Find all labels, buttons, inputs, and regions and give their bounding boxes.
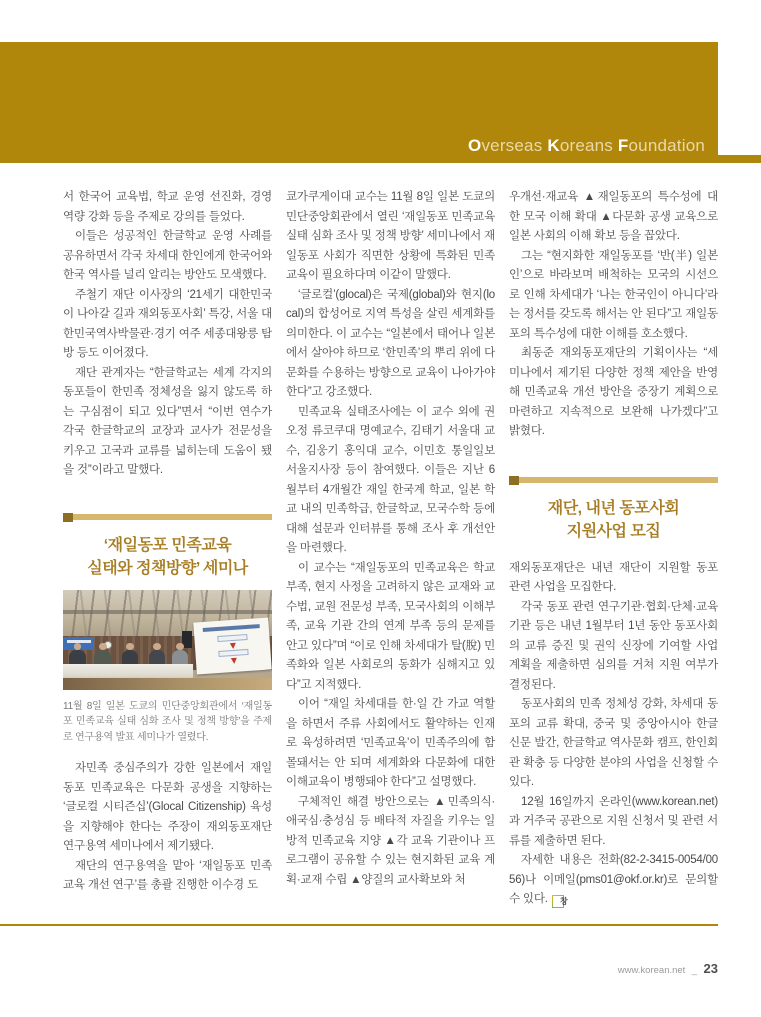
photo-panelist <box>172 650 189 665</box>
paragraph: 각국 동포 관련 연구기관·협회·단체·교육기관 등은 내년 1월부터 1년 동안 동포사회의 교류 증진 및 권익 신장에 기여할 사업 계획을 제출하면 심의를 거쳐 지원 여부가 결정된다. <box>509 600 718 691</box>
photo-projection-screen <box>193 617 272 674</box>
paragraph: 동포사회의 민족 정체성 강화, 차세대 동포의 교류 확대, 중국 및 중앙아시아 한글 신문 발간, 한글학교 역사문화 캠프, 한인회관 확충 등 다양한 분야의 사업을 신청할 수 있다. <box>509 698 718 788</box>
paragraph-with-endmark <box>509 851 718 910</box>
section-title-line2: 지원사업 모집 <box>566 522 661 540</box>
slide-box <box>216 633 246 641</box>
paragraph: 주철기 재단 이사장의 ‘21세기 대한민국이 나아갈 길과 재외동포사회’ 특강, 서울 대한민국역사박물관·경기 여주 세종대왕릉 탐방 등도 이어졌다. <box>63 288 272 359</box>
photo-ceiling-beam <box>63 610 272 614</box>
photo-panelist <box>149 650 166 665</box>
section-title <box>63 534 272 580</box>
slide-arrow <box>231 658 237 664</box>
brand-initial-o: O <box>468 136 482 155</box>
article-columns <box>63 188 718 910</box>
footer-page-number: 23 <box>703 961 718 976</box>
footer-separator: _ <box>691 965 698 976</box>
section-rule-line <box>73 514 272 520</box>
brand-initial-f: F <box>617 136 629 155</box>
paragraph: 구체적인 해결 방안으로는 ▲민족의식·애국심·충성심 등 배타적 자질을 키우는 일방적 민족교육 지양 ▲각 교육 기관이나 프로그램이 공유할 수 있는 현지화된 교육 계획·교재 수립 ▲양질의 교사확보와 처 <box>286 795 495 886</box>
photo-panelist <box>122 650 139 665</box>
section-rule <box>63 513 272 522</box>
column-3 <box>509 188 718 910</box>
paragraph: 그는 “현지화한 재일동포를 ‘반(半) 일본인’으로 바라보며 배척하는 모국의 시선으로 인해 차세대가 ‘나는 한국인이 아니다’라는 정서를 갖도록 해서는 안 된다”고 재일동포의 특수성에 대한 이해를 호소했다. <box>509 249 718 340</box>
paragraph: 최동준 재외동포재단의 기획이사는 “세미나에서 제기된 다양한 정책 제안을 반영해 민족교육 개선 방안을 중장기 계획으로 마련하고 지속적으로 보완해 나가겠다”고 밝혔다. <box>509 347 718 437</box>
section-heading-seminar <box>63 513 272 580</box>
paragraph: ‘글로컬’(glocal)은 국제(global)와 현지(local)의 합성어로 지역 특성을 살린 세계화를 의미한다. 이 교수는 “일본에서 태어나 일본에서 살아야 하므로 ‘한민족’의 뿌리 위에 다문화를 수용하는 방향으로 교육이 나아가야 한다”고 강조했다. <box>286 288 495 398</box>
footer-gold-rule <box>0 924 718 926</box>
paragraph: 12월 16일까지 온라인(www.korean.net)과 거주국 공관으로 지원 신청서 및 관련 서류를 제출하면 된다. <box>509 795 718 847</box>
brand-text: oreans <box>559 136 618 155</box>
paragraph: 쿄가쿠게이대 교수는 11월 8일 일본 도쿄의 민단중앙회관에서 열린 ‘재일동포 민족교육 실태 심화 조사 및 정책 방향’ 세미나에서 재일동포 사회가 직면한 상황에 특화된 민족교육이 필요하다며 이같이 말했다. <box>286 191 495 281</box>
paragraph: 서 한국어 교육법, 학교 운영 선진화, 경영 역량 강화 등을 주제로 강의를 들었다. <box>63 191 272 223</box>
section-title-line2: 실태와 정책방향’ 세미나 <box>87 559 248 577</box>
paragraph: 재외동포재단은 내년 재단이 지원할 동포 관련 사업을 모집한다. <box>509 561 718 593</box>
paragraph: 이들은 성공적인 한글학교 운영 사례를 공유하면서 각국 차세대 한인에게 한국어와 한국 역사를 널리 알리는 방안도 모색했다. <box>63 230 272 281</box>
section-rule-square <box>63 513 73 522</box>
seminar-photo <box>63 590 272 690</box>
slide-arrow <box>230 642 236 648</box>
endmark-char: 창 <box>553 896 563 907</box>
brand-text: verseas <box>481 136 548 155</box>
section-title-line1: 재단, 내년 동포사회 <box>547 499 680 517</box>
paragraph: 이어 “재일 차세대를 한·일 간 가교 역할을 하면서 주류 사회에서도 활약하는 인재로 육성하려면 ‘민족교육’이 민족주의에 함몰돼서는 안 되며 세계화와 다문화에 대한 이해교육이 병행돼야 한다”고 설명했다. <box>286 698 495 788</box>
brand-text: oundation <box>628 136 705 155</box>
section-heading-support <box>509 476 718 543</box>
endmark-icon <box>552 895 568 908</box>
photo-panelist <box>94 650 111 665</box>
paragraph: 재단 관계자는 “한글학교는 세계 각지의 동포들이 한민족 정체성을 잃지 않도록 하는 구심점이 되고 있다”면서 “이번 연수가 각국 한글학교의 교장과 교사가 전문성을 키우고 고국과 교류를 넓히는데 도움이 됐을 것”이라고 말했다. <box>63 366 272 476</box>
paragraph: 민족교육 실태조사에는 이 교수 외에 권오정 류코쿠대 명예교수, 김태기 서울대 교수, 김웅기 홍익대 교수, 이민호 통일일보 서울지사장 등이 참여했다. 이들은 지난 6월부터 4개월간 재일 한국계 학교, 일본 학교 내의 민족학급, 한글학교, 모국수학 등에 대해 설문과 인터뷰를 통해 조사 후 개선안을 마련했다. <box>286 405 495 554</box>
column-1 <box>63 188 272 910</box>
slide-box <box>218 649 248 657</box>
photo-panelist <box>69 650 86 665</box>
section-rule <box>509 476 718 485</box>
section-title <box>509 497 718 543</box>
paragraph: 우개선·재교육 ▲재일동포의 특수성에 대한 모국 이해 확대 ▲다문화 공생 교육으로 일본 사회의 이해 확보 등을 꼽았다. <box>509 191 718 242</box>
brand-initial-k: K <box>547 136 560 155</box>
paragraph: 재단의 연구용역을 맡아 ‘재일동포 민족교육 개선 연구’를 총괄 진행한 이수경 도 <box>63 859 272 891</box>
column-2 <box>286 188 495 910</box>
header-gold-block <box>0 42 718 163</box>
footer-site-url: www.korean.net <box>617 965 686 976</box>
footer <box>618 960 718 978</box>
slide-title-bar <box>202 624 259 632</box>
brand-wordmark <box>468 136 705 156</box>
section-rule-line <box>519 477 718 483</box>
section-title-line1: ‘재일동포 민족교육 <box>103 536 232 554</box>
section-rule-square <box>509 476 519 485</box>
photo-caption: 11월 8일 일본 도쿄의 민단중앙회관에서 ‘재일동포 민족교육 실태 심화 조사 및 정책 방향’을 주제로 연구용역 발표 세미나가 열렸다. <box>63 700 272 743</box>
paragraph: 이 교수는 “재일동포의 민족교육은 학교 부족, 현지 사정을 고려하지 않은 교재와 교수법, 교원 전문성 부족, 모국사회의 이해부족, 교육 기관 간의 연계 부족 등의 문제를 안고 있다”며 “이로 인해 차세대가 탈(脫) 민족화와 일본 사회로의 동화가 심해지고 있다”고 지적했다. <box>286 561 495 691</box>
photo-floor <box>63 678 272 690</box>
paragraph-text: 자세한 내용은 전화(82-2-3415-0054/0056)나 이메일(pms01@okf.or.kr)로 문의할 수 있다. <box>509 854 718 905</box>
paragraph: 자민족 중심주의가 강한 일본에서 재일동포 민족교육은 다문화 공생을 지향하는 ‘글로컬 시티즌십’(Glocal Citizenship) 육성을 지향해야 한다는 주장이 재외동포재단 연구용역 세미나에서 제기됐다. <box>63 762 272 852</box>
